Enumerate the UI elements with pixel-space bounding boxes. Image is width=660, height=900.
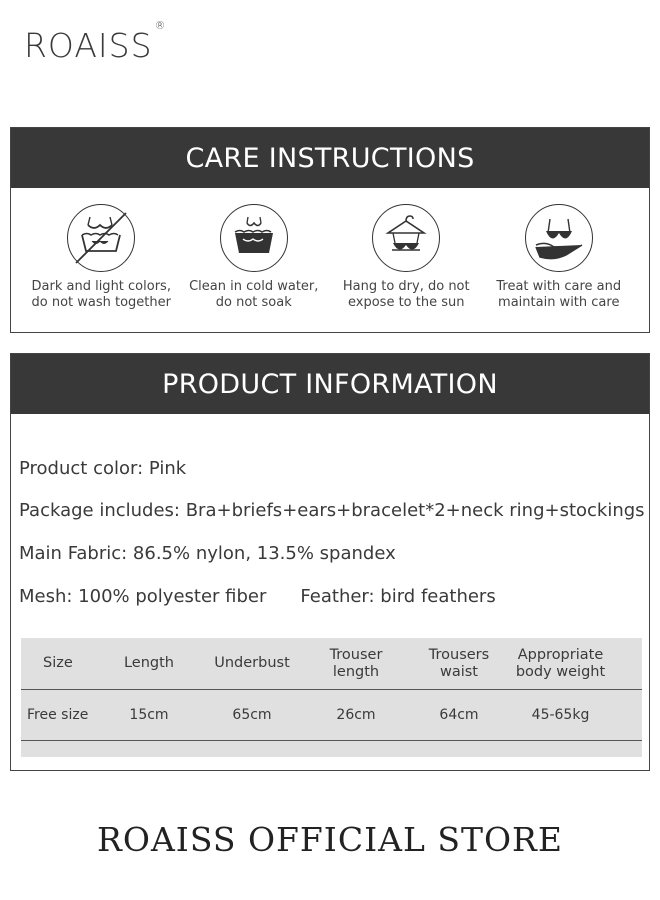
care-text	[189, 279, 318, 311]
product-information-section	[10, 353, 650, 771]
care-text-line2: expose to the sun	[348, 295, 465, 310]
cell-body-weight: 45-65kg	[531, 706, 590, 723]
header-size	[21, 638, 97, 689]
care-items	[11, 188, 649, 311]
main-fabric: Main Fabric: 86.5% nylon, 13.5% spandex	[19, 543, 396, 564]
header-length	[97, 638, 201, 689]
header-text: Trousers	[428, 646, 490, 663]
header-trousers-waist	[409, 638, 509, 689]
mesh-material: Mesh: 100% polyester fiber	[19, 586, 267, 607]
care-text-line2: do not soak	[215, 295, 292, 310]
header-trouser-length	[303, 638, 409, 689]
store-footer-title: ROAISS OFFICIAL STORE	[97, 820, 563, 859]
header-underbust	[201, 638, 303, 689]
table-header-row	[21, 638, 642, 690]
care-item-cold-water	[179, 188, 329, 311]
feather-material: Feather: bird feathers	[300, 586, 496, 607]
care-item-handle-with-care	[484, 188, 634, 311]
header-text: Appropriate	[517, 646, 604, 663]
header-text: Size	[43, 655, 73, 671]
header-text-line2: length	[332, 663, 380, 680]
care-item-wash-separately	[26, 188, 176, 311]
cold-water-icon	[220, 204, 288, 272]
cell-trouser-length: 26cm	[336, 706, 376, 723]
care-text-line2: do not wash together	[31, 295, 171, 310]
cell-size: Free size	[27, 706, 89, 723]
care-text	[343, 279, 470, 311]
package-includes: Package includes: Bra+briefs+ears+bracelet*2+neck ring+stockings	[19, 500, 645, 521]
header-body-weight	[509, 638, 612, 689]
cell-length: 15cm	[129, 706, 169, 723]
brand-logo	[24, 19, 167, 65]
no-wash-together-icon	[67, 204, 135, 272]
product-information-title: PRODUCT INFORMATION	[11, 354, 649, 414]
table-row	[21, 690, 642, 741]
care-instructions-title: CARE INSTRUCTIONS	[11, 128, 649, 188]
care-text-line1: Hang to dry, do not	[342, 279, 470, 294]
product-color: Product color: Pink	[19, 458, 187, 479]
cell-underbust: 65cm	[232, 706, 272, 723]
header-text: Underbust	[214, 655, 290, 671]
header-text-line2: waist	[439, 663, 478, 680]
header-text: Length	[123, 655, 174, 671]
cell-trousers-waist: 64cm	[439, 706, 479, 723]
care-instructions-section	[10, 127, 650, 333]
brand-logo-text: ROAISS	[24, 26, 153, 65]
hang-dry-icon	[372, 204, 440, 272]
care-item-hang-dry	[331, 188, 481, 311]
care-text-line1: Clean in cold water,	[189, 279, 319, 294]
hand-care-icon	[525, 204, 593, 272]
care-text-line1: Treat with care and	[496, 279, 622, 294]
registered-mark: ®	[154, 19, 167, 32]
header-text: Trouser	[329, 646, 383, 663]
care-text	[32, 279, 171, 311]
size-table	[21, 638, 642, 757]
mesh-feather-line	[19, 586, 496, 607]
care-text-line2: maintain with care	[498, 295, 620, 310]
care-text-line1: Dark and light colors,	[31, 279, 171, 294]
header-text-line2: body weight	[515, 663, 606, 680]
care-text	[496, 279, 621, 311]
table-footer-band	[21, 741, 642, 757]
